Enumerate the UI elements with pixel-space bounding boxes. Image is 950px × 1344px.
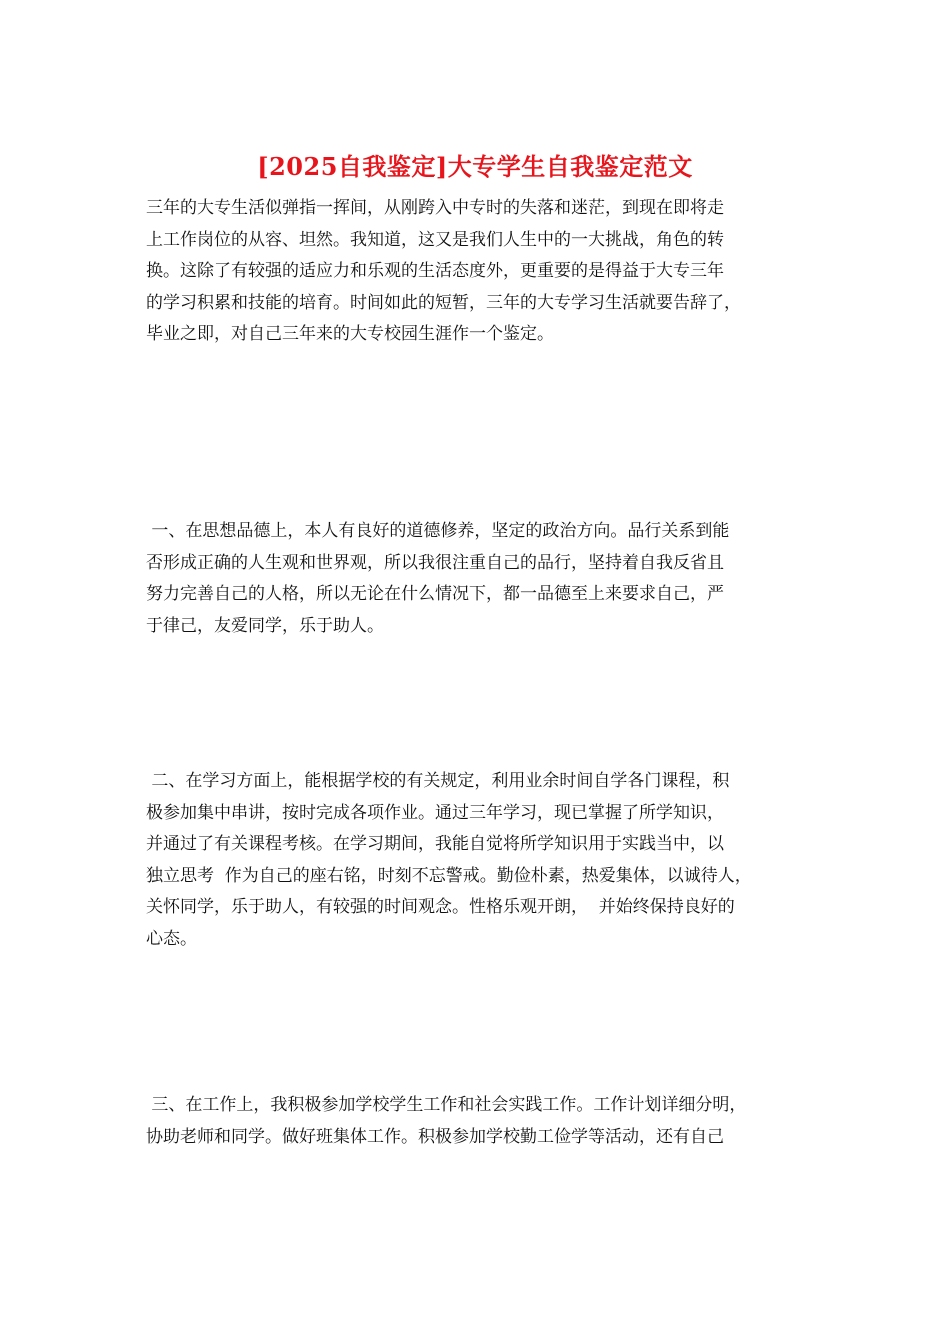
text-line: 于律己，友爱同学，乐于助人。: [146, 615, 384, 636]
text-line: 独立思考 作为自己的座右铭，时刻不忘警戒。勤俭朴素，热爱集体，以诚待人，: [146, 865, 752, 886]
text-line: 换。这除了有较强的适应力和乐观的生活态度外，更重要的是得益于大专三年: [146, 261, 724, 281]
text-line: 三、在工作上，我积极参加学校学生工作和社会实践工作。工作计划详细分明，: [146, 1095, 747, 1115]
text-line: 努力完善自己的人格，所以无论在什么情况下，都一品德至上来要求自己，严: [146, 584, 724, 604]
document-title: [2025自我鉴定]大专学生自我鉴定范文: [257, 152, 693, 181]
paragraph-section-three: [146, 1090, 826, 1153]
text-line: 关怀同学，乐于助人，有较强的时间观念。性格乐观开朗， 并始终保持良好的: [146, 897, 735, 917]
text-line: 否形成正确的人生观和世界观，所以我很注重自己的品行，坚持着自我反省且: [146, 552, 724, 573]
paragraph-intro: [146, 193, 826, 351]
text-line: 极参加集中串讲，按时完成各项作业。通过三年学习，现已掌握了所学知识，: [146, 802, 724, 823]
text-line: 心态。: [146, 928, 197, 949]
text-line: 一、在思想品德上，本人有良好的道德修养，坚定的政治方向。品行关系到能: [146, 521, 730, 541]
text-line: 毕业之即，对自己三年来的大专校园生涯作一个鉴定。: [146, 324, 554, 344]
text-line: 上工作岗位的从容、坦然。我知道，这又是我们人生中的一大挑战，角色的转: [146, 229, 724, 250]
paragraph-section-two: [146, 766, 826, 955]
text-line: 二、在学习方面上，能根据学校的有关规定，利用业余时间自学各门课程，积: [146, 771, 730, 791]
text-line: 的学习积累和技能的培育。时间如此的短暂，三年的大专学习生活就要告辞了，: [146, 292, 741, 313]
text-line: 三年的大专生活似弹指一挥间，从刚跨入中专时的失落和迷茫，到现在即将走: [146, 198, 724, 218]
text-line: 协助老师和同学。做好班集体工作。积极参加学校勤工俭学等活动，还有自己: [146, 1126, 724, 1147]
text-line: 并通过了有关课程考核。在学习期间，我能自觉将所学知识用于实践当中，以: [146, 834, 724, 854]
paragraph-section-one: [146, 516, 826, 642]
